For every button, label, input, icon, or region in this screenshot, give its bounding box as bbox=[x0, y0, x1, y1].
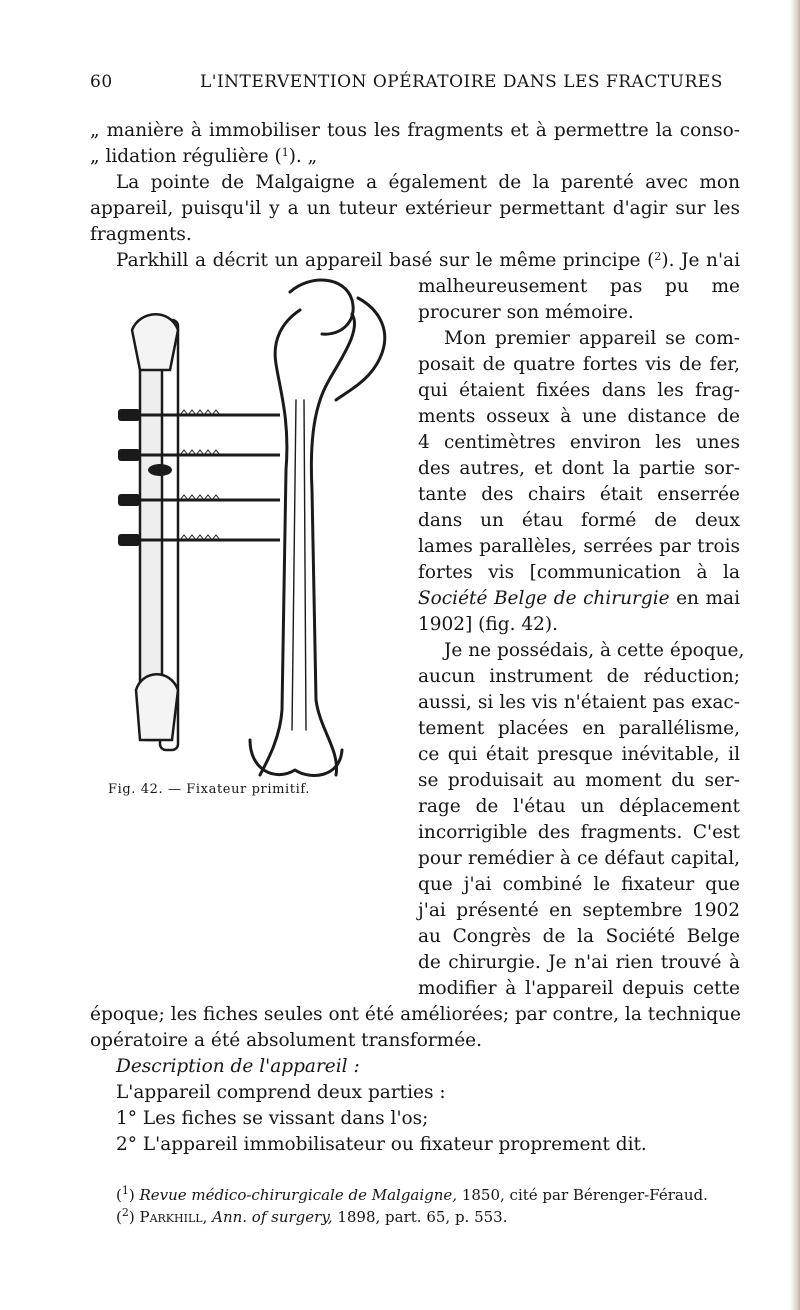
text-line: des autres, et dont la partie sor- bbox=[418, 458, 740, 479]
figure-fixator-illustration bbox=[100, 270, 430, 790]
text-line: L'appareil comprend deux parties : bbox=[116, 1082, 446, 1103]
text-line: fortes vis [communication à la bbox=[418, 562, 740, 583]
text-line: aucun instrument de réduction; bbox=[418, 666, 740, 687]
text-line: tante des chairs était enserrée bbox=[418, 484, 740, 505]
text-line: La pointe de Malgaigne a également de la parenté avec mon bbox=[116, 172, 740, 193]
text-line: dans un étau formé de deux bbox=[418, 510, 740, 531]
text-line: incorrigible des fragments. C'est bbox=[418, 822, 740, 843]
clamp-nut bbox=[148, 464, 172, 476]
text-line: qui étaient fixées dans les frag- bbox=[418, 380, 740, 401]
text-line: procurer son mémoire. bbox=[418, 302, 634, 323]
footnote-ref: 1 bbox=[281, 146, 289, 159]
footnote-ref: 2 bbox=[654, 250, 662, 263]
text-line: aussi, si les vis n'étaient pas exac- bbox=[418, 692, 740, 713]
list-item: 2° L'appareil immobilisateur ou fixateur proprement dit. bbox=[116, 1134, 647, 1155]
pin-head-2 bbox=[118, 449, 140, 461]
text-line: Je ne possédais, à cette époque, bbox=[444, 640, 745, 661]
pin-head-3 bbox=[118, 494, 140, 506]
section-heading: Description de l'appareil : bbox=[116, 1056, 360, 1077]
text-line: malheureusement pas pu me bbox=[418, 276, 740, 297]
running-title: L'INTERVENTION OPÉRATOIRE DANS LES FRACTURES bbox=[200, 72, 723, 92]
text-line: Société Belge de chirurgie en mai bbox=[418, 588, 740, 609]
list-item: 1° Les fiches se vissant dans l'os; bbox=[116, 1108, 429, 1129]
text-line: opératoire a été absolument transformée. bbox=[90, 1030, 483, 1051]
pin-head-4 bbox=[118, 534, 140, 546]
text-line: posait de quatre fortes vis de fer, bbox=[418, 354, 740, 375]
text-line: Parkhill a décrit un appareil basé sur le même principe ($^2$). Je n'ai bbox=[116, 250, 741, 271]
page-edge-shadow bbox=[790, 0, 800, 1310]
text-line: „ manière à immobiliser tous les fragments et à permettre la conso- bbox=[90, 120, 740, 141]
text-line: 1902] (fig. 42). bbox=[418, 614, 558, 635]
society-name: Société Belge de chirurgie bbox=[418, 588, 670, 609]
text-line: 4 centimètres environ les unes bbox=[418, 432, 740, 453]
clamp-top-screw bbox=[132, 314, 178, 370]
footnote-1: ($^1$) Revue médico-chirurgicale de Malgaigne, 1850, cité par Bérenger-Féraud. bbox=[116, 1184, 708, 1204]
text-line: fragments. bbox=[90, 224, 192, 245]
text-line: se produisait au moment du ser- bbox=[418, 770, 740, 791]
text-line: de chirurgie. Je n'ai rien trouvé à bbox=[418, 952, 740, 973]
text-line: tement placées en parallélisme, bbox=[418, 718, 740, 739]
running-header bbox=[90, 72, 740, 98]
text-line: j'ai présenté en septembre 1902 bbox=[418, 900, 740, 921]
clamp-bottom-screw bbox=[136, 674, 178, 740]
text-line: époque; les fiches seules ont été améliorées; par contre, la technique bbox=[90, 1004, 741, 1025]
text-line: ments osseux à une distance de bbox=[418, 406, 740, 427]
text-line: au Congrès de la Société Belge bbox=[418, 926, 740, 947]
text-line: „ lidation régulière ($^1$). „ bbox=[90, 146, 318, 167]
text-line: appareil, puisqu'il y a un tuteur extérieur permettant d'agir sur les bbox=[90, 198, 740, 219]
femur-outline-right bbox=[311, 314, 354, 775]
text-line: Mon premier appareil se com- bbox=[444, 328, 740, 349]
text-line: rage de l'étau un déplacement bbox=[418, 796, 740, 817]
text-line: pour remédier à ce défaut capital, bbox=[418, 848, 740, 869]
femur-head bbox=[290, 280, 353, 334]
footnote-2: ($^2$) Parkhill, Ann. of surgery, 1898, part. 65, p. 553. bbox=[116, 1206, 508, 1226]
text-line: modifier à l'appareil depuis cette bbox=[418, 978, 740, 999]
femur-condyles bbox=[250, 740, 342, 775]
pin-head-1 bbox=[118, 409, 140, 421]
text-line: ce qui était presque inévitable, il bbox=[418, 744, 740, 765]
greater-trochanter bbox=[336, 298, 385, 400]
text-line: que j'ai combiné le fixateur que bbox=[418, 874, 740, 895]
figure-caption: Fig. 42. — Fixateur primitif. bbox=[108, 782, 311, 797]
text-line: lames parallèles, serrées par trois bbox=[418, 536, 740, 557]
page-number: 60 bbox=[90, 72, 113, 92]
